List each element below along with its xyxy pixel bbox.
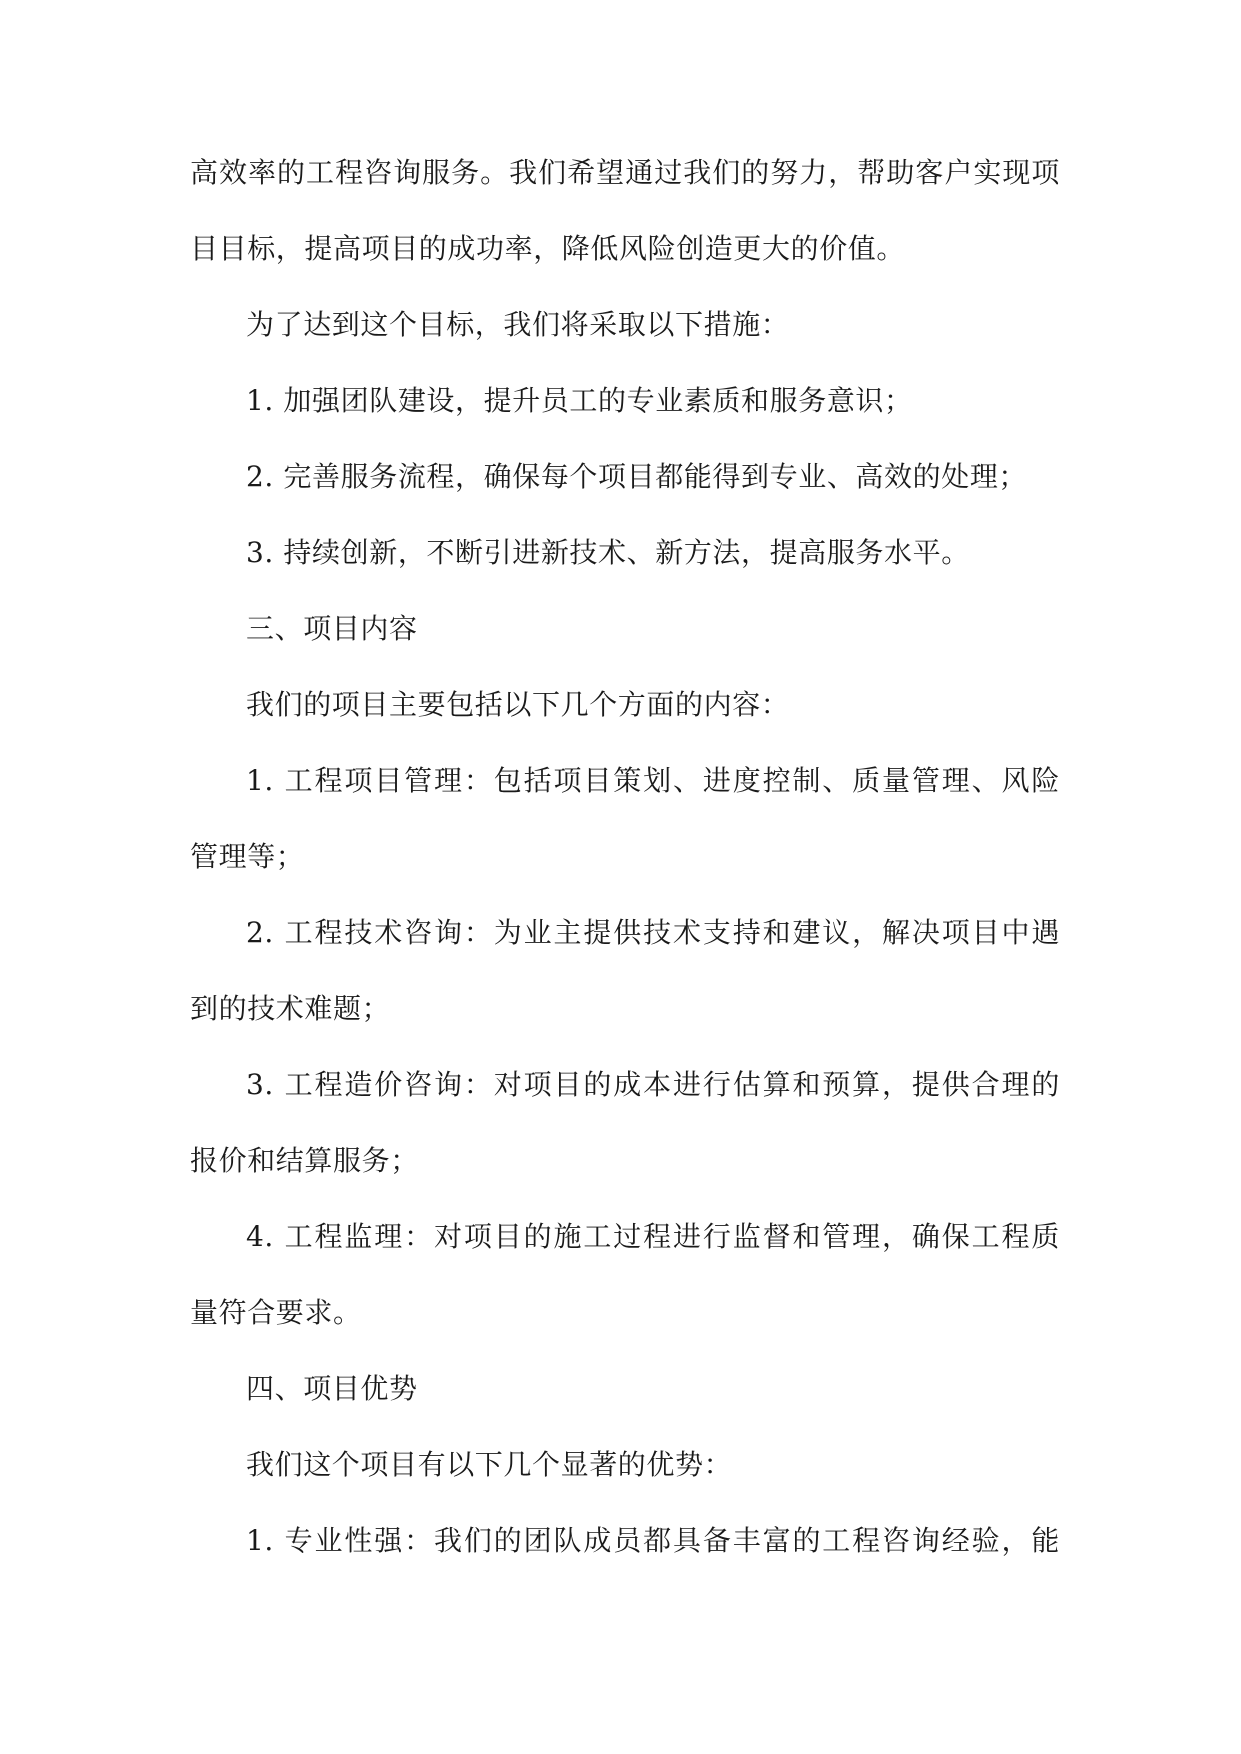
paragraph-line: 高效率的工程咨询服务。我们希望通过我们的努力，帮助客户实现项 bbox=[190, 156, 1060, 189]
list-item: 3. 持续创新，不断引进新技术、新方法，提高服务水平。 bbox=[246, 536, 970, 569]
list-item: 1. 工程项目管理：包括项目策划、进度控制、质量管理、风险 bbox=[246, 764, 1060, 797]
paragraph-line: 我们的项目主要包括以下几个方面的内容： bbox=[246, 688, 790, 721]
list-item: 3. 工程造价咨询：对项目的成本进行估算和预算，提供合理的 bbox=[246, 1068, 1060, 1101]
paragraph-line: 为了达到这个目标，我们将采取以下措施： bbox=[246, 308, 790, 341]
list-item-continuation: 报价和结算服务； bbox=[190, 1144, 419, 1177]
list-item: 1. 加强团队建设，提升员工的专业素质和服务意识； bbox=[246, 384, 913, 417]
list-item-continuation: 到的技术难题； bbox=[190, 992, 391, 1025]
list-item: 1. 专业性强：我们的团队成员都具备丰富的工程咨询经验，能 bbox=[246, 1524, 1060, 1557]
list-item: 4. 工程监理：对项目的施工过程进行监督和管理，确保工程质 bbox=[246, 1220, 1060, 1253]
list-item-continuation: 管理等； bbox=[190, 840, 305, 873]
paragraph-line: 目目标，提高项目的成功率，降低风险创造更大的价值。 bbox=[190, 232, 906, 265]
section-heading: 四、项目优势 bbox=[246, 1372, 418, 1405]
section-heading: 三、项目内容 bbox=[246, 612, 418, 645]
list-item-continuation: 量符合要求。 bbox=[190, 1296, 362, 1329]
list-item: 2. 工程技术咨询：为业主提供技术支持和建议，解决项目中遇 bbox=[246, 916, 1060, 949]
list-item: 2. 完善服务流程，确保每个项目都能得到专业、高效的处理； bbox=[246, 460, 1028, 493]
paragraph-line: 我们这个项目有以下几个显著的优势： bbox=[246, 1448, 733, 1481]
